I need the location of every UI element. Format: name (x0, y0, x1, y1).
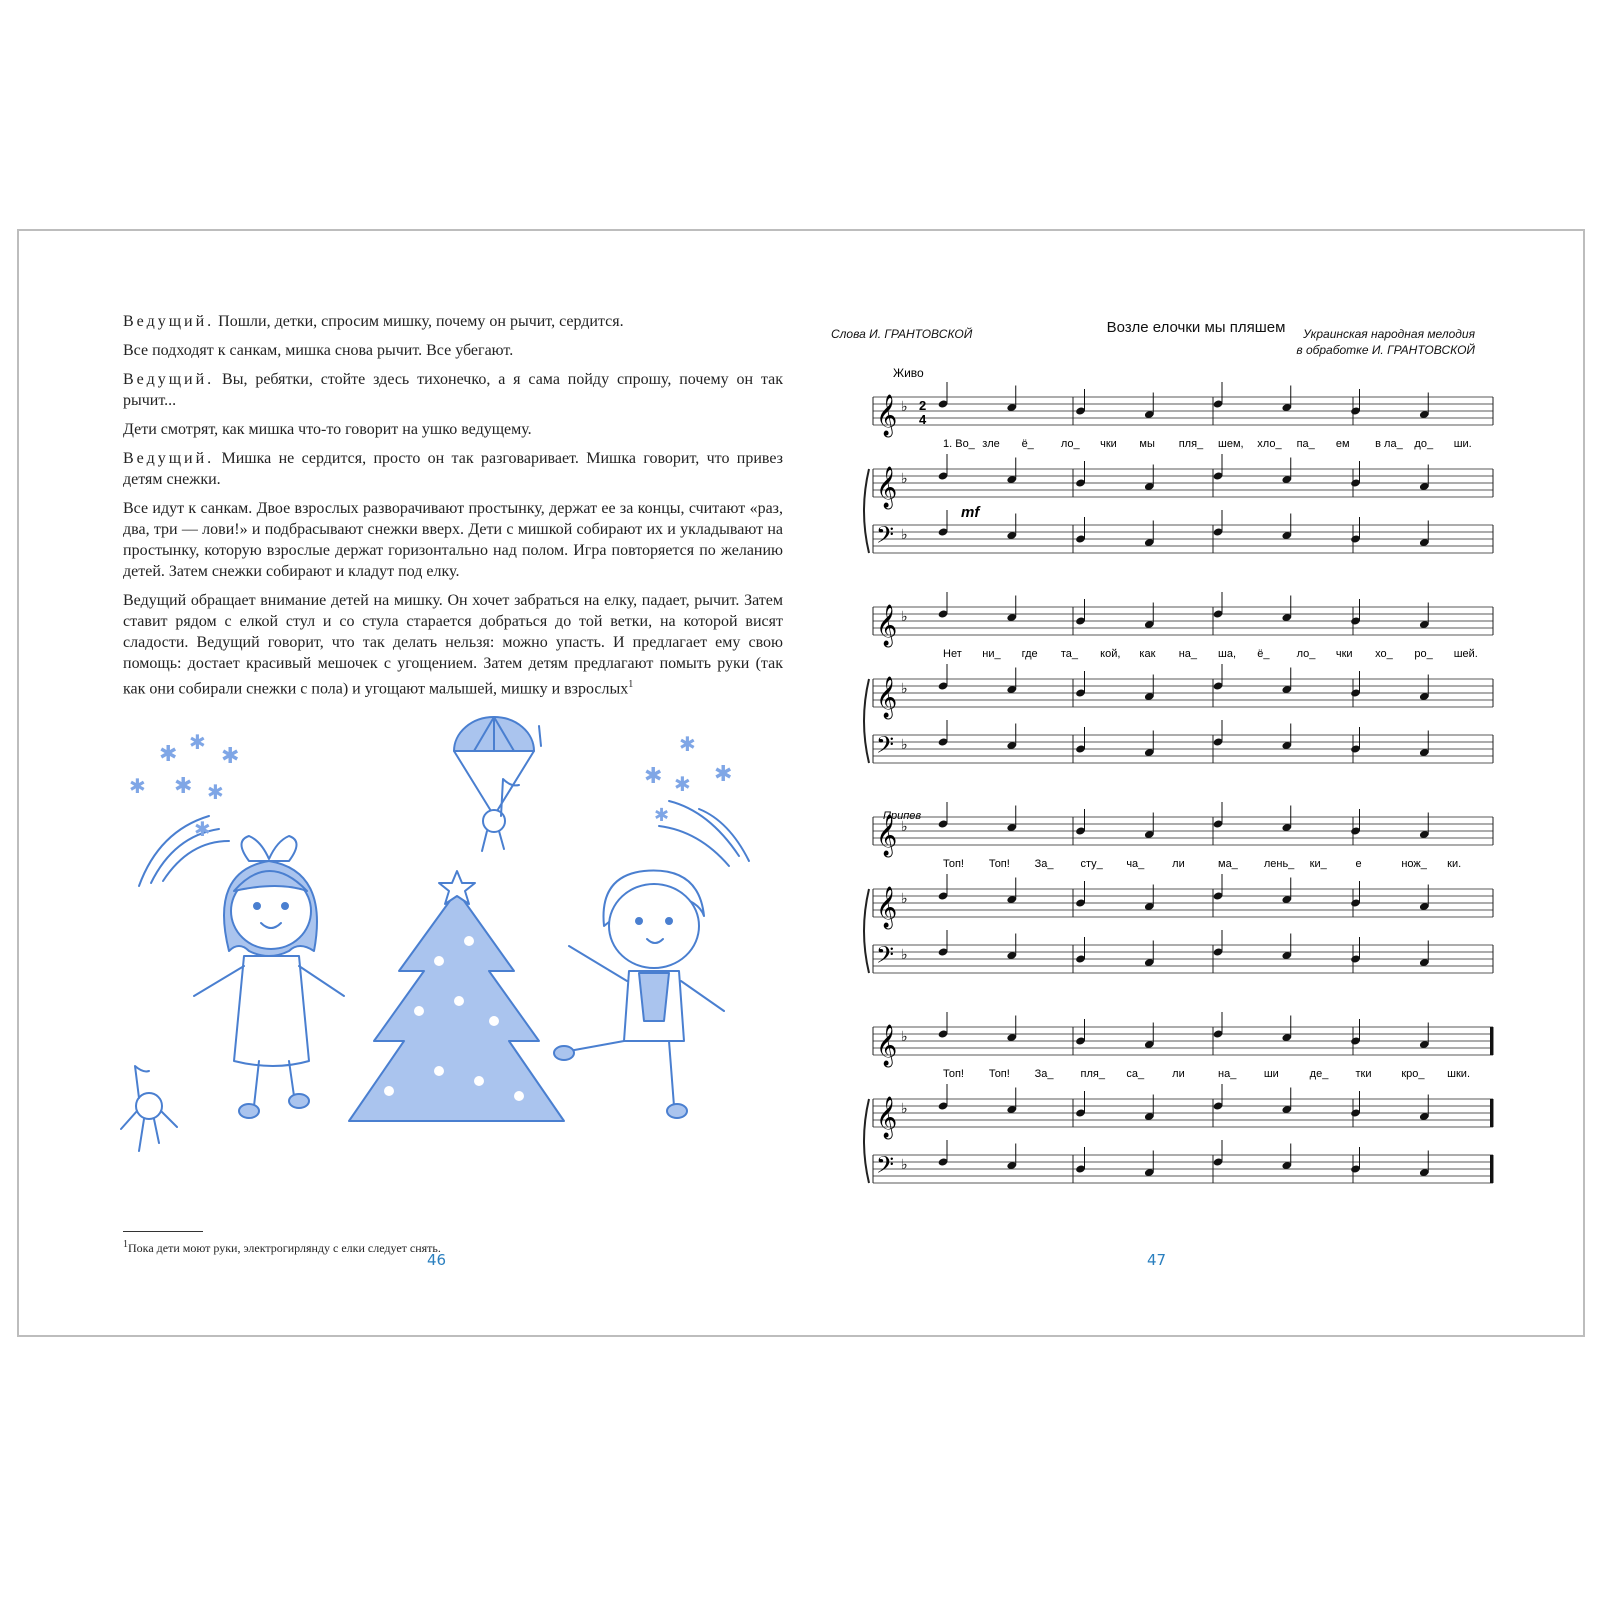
boy-character (554, 871, 724, 1118)
paragraph (123, 311, 783, 332)
page-number-left: 46 (427, 1251, 447, 1269)
lyric-syllable: са_ (1126, 1068, 1145, 1080)
girl-character (194, 836, 344, 1118)
lyric-syllable: чки (1100, 438, 1117, 450)
paragraph (123, 448, 783, 490)
lyric-syllable: ем (1335, 438, 1350, 450)
speaker-name: Ведущий. (123, 313, 215, 330)
paragraph-text: Все подходят к санкам, мишка снова рычит. Все убегают. (123, 342, 514, 359)
lyric-syllable: па_ (1296, 438, 1315, 450)
treble-clef: 𝄞 (876, 814, 898, 855)
bass-clef: 𝄢 (876, 942, 895, 973)
lyric-syllable: ша, (1218, 648, 1236, 660)
lyric-syllable: Нет (943, 648, 962, 660)
piano-brace (864, 469, 869, 553)
lyric-syllable: ки_ (1309, 858, 1327, 870)
lyric-syllable: чки (1335, 648, 1353, 660)
dynamic-marking: mf (961, 504, 980, 521)
page-number-right: 47 (1147, 1251, 1167, 1269)
treble-clef: 𝄞 (876, 466, 898, 507)
flat-key-signature: ♭ (901, 736, 908, 752)
left-page (19, 231, 809, 1335)
footnote-number: 1 (123, 1239, 128, 1250)
sheet-music (853, 357, 1533, 1247)
lyric-syllable: до_ (1414, 438, 1434, 450)
paragraph-text: Все идут к санкам. Двое взрослых разворачивают простынку, держат ее за концы, считают «раз, два, три — лови!» и подбрасывают снежки вверх. Дети с мишкой собирают их и укладывают на простынку, которую взрослые держат горизонтально над полом. Игра повторяется по желанию детей. Затем снежки собирают и кладут под елку. (123, 500, 783, 580)
svg-text:✱: ✱ (129, 776, 146, 798)
flat-key-signature: ♭ (901, 608, 908, 624)
lyric-syllable: ма_ (1218, 858, 1238, 870)
lyric-syllable: зле (982, 438, 1000, 450)
speaker-name: Ведущий. (123, 450, 215, 467)
svg-text:✱: ✱ (221, 743, 240, 768)
svg-text:✱: ✱ (714, 761, 733, 786)
lyric-syllable: как (1139, 648, 1156, 660)
flat-key-signature: ♭ (901, 398, 908, 414)
bass-clef: 𝄢 (876, 732, 895, 763)
lyric-syllable: ё_ (1257, 648, 1270, 660)
svg-text:✱: ✱ (194, 819, 211, 841)
treble-clef: 𝄞 (876, 394, 898, 435)
song-title: Возле елочки мы пляшем (1106, 319, 1286, 336)
piano-brace (864, 889, 869, 973)
flat-key-signature: ♭ (901, 890, 908, 906)
lyric-syllable: Топ! (943, 1068, 964, 1080)
lyric-syllable: За_ (1034, 858, 1054, 870)
final-barline (1490, 1155, 1493, 1183)
score-systems (864, 382, 1493, 1183)
piano-brace (864, 679, 869, 763)
svg-text:✱: ✱ (189, 732, 206, 754)
lyric-syllable: в ла_ (1375, 438, 1403, 450)
lyric-syllable: ли (1172, 1068, 1185, 1080)
lyric-syllable: ли (1172, 858, 1185, 870)
lyricist-credit: Слова И. ГРАНТОВСКОЙ (831, 327, 973, 341)
svg-text:✱: ✱ (654, 805, 670, 825)
lyric-syllable: лень_ (1263, 858, 1295, 870)
footnote-mark: 1 (628, 679, 634, 690)
lyric-syllable: на_ (1218, 1068, 1237, 1080)
time-signature: 4 (919, 412, 927, 427)
lyric-syllable: шем, (1218, 438, 1244, 450)
flat-key-signature: ♭ (901, 680, 908, 696)
paragraph (123, 340, 783, 361)
lyric-syllable: та_ (1060, 648, 1079, 660)
flat-key-signature: ♭ (901, 470, 908, 486)
section-label: Припев (883, 810, 922, 822)
bass-clef: 𝄢 (876, 522, 895, 553)
firework-right (644, 734, 749, 866)
treble-clef: 𝄞 (876, 886, 898, 927)
svg-text:✱: ✱ (207, 782, 224, 804)
lyric-syllable: де_ (1309, 1068, 1329, 1080)
book-spread (17, 229, 1585, 1337)
note-character (121, 1066, 177, 1151)
treble-clef: 𝄞 (876, 1096, 898, 1137)
speaker-name: Ведущий. (123, 371, 215, 388)
treble-clef: 𝄞 (876, 676, 898, 717)
final-barline (1490, 1099, 1493, 1127)
footnote-rule (123, 1231, 203, 1232)
paragraph-text: Ведущий обращает внимание детей на мишку. Он хочет забраться на елку, падает, рычит. Затем ставит рядом с елкой стул и со стула старается добраться до той ветки, на которой висят сладости. Ведущий говорит, что так делать нельзя: можно упасть. И предлагает ему свою помощь: достает красивый мешочек с угощением. Затем детям предлагают помыть руки (так как они собирали снежки с пола) и угощают малышей, мишку и взрослых (123, 592, 783, 698)
lyric-syllable: ни_ (982, 648, 1001, 660)
svg-text:✱: ✱ (159, 741, 178, 766)
lyric-syllable: кро_ (1401, 1068, 1425, 1080)
lyric-syllable: пля_ (1178, 438, 1204, 450)
lyric-syllable: ло_ (1296, 648, 1316, 660)
svg-text:✱: ✱ (174, 773, 193, 798)
lyric-syllable: ро_ (1414, 648, 1433, 660)
piano-brace (864, 1099, 869, 1183)
paragraph-text: Пошли, детки, спросим мишку, почему он рычит, сердится. (214, 313, 624, 330)
lyric-syllable: ки. (1447, 858, 1462, 870)
lyric-syllable: ло_ (1060, 438, 1080, 450)
flat-key-signature: ♭ (901, 1100, 908, 1116)
flat-key-signature: ♭ (901, 526, 908, 542)
composer-credit-line1: Украинская народная мелодия (1303, 327, 1475, 341)
lyric-syllable: где (1021, 648, 1038, 660)
parachute-note (454, 717, 541, 851)
lyric-syllable: хо_ (1375, 648, 1393, 660)
bass-clef: 𝄢 (876, 1152, 895, 1183)
flat-key-signature: ♭ (901, 1028, 908, 1044)
lyric-syllable: хло_ (1257, 438, 1282, 450)
lyric-syllable: ши. (1453, 438, 1472, 450)
final-barline (1490, 1027, 1493, 1055)
tempo-marking: Живо (893, 366, 924, 380)
christmas-tree (349, 871, 564, 1121)
svg-text:✱: ✱ (679, 734, 696, 756)
lyric-syllable: Топ! (988, 858, 1010, 870)
paragraph (123, 590, 783, 699)
lyric-syllable: мы (1139, 438, 1155, 450)
lyric-syllable: тки (1355, 1068, 1372, 1080)
time-signature: 2 (919, 398, 927, 413)
lyric-syllable: сту_ (1080, 858, 1103, 870)
lyric-syllable: е (1355, 858, 1362, 870)
prose-text (123, 311, 783, 707)
svg-text:✱: ✱ (644, 763, 663, 788)
lyric-syllable: 1. Во_ (943, 438, 975, 450)
treble-clef: 𝄞 (876, 604, 898, 645)
lyric-syllable: ё_ (1021, 438, 1034, 450)
paragraph-text: Дети смотрят, как мишка что-то говорит на ушко ведущему. (123, 421, 532, 438)
flat-key-signature: ♭ (901, 1156, 908, 1172)
lyric-syllable: ши (1263, 1068, 1279, 1080)
paragraph (123, 498, 783, 582)
right-page (809, 231, 1583, 1335)
lyric-syllable: кой, (1100, 648, 1121, 660)
footnote (123, 1239, 723, 1256)
paragraph-text: Мишка не сердится, просто он так разговаривает. Мишка говорит, что привез детям снежки. (123, 450, 783, 488)
lyric-syllable: нож_ (1401, 858, 1427, 870)
composer-credit-line2: в обработке И. ГРАНТОВСКОЙ (1296, 343, 1475, 357)
lyric-syllable: Топ! (988, 1068, 1010, 1080)
paragraph (123, 369, 783, 411)
paragraph-text: Вы, ребятки, стойте здесь тихонечко, а я сама пойду спрошу, почему он так рычит... (123, 371, 783, 409)
lyric-syllable: За_ (1034, 1068, 1054, 1080)
treble-clef: 𝄞 (876, 1024, 898, 1065)
holiday-illustration (99, 711, 779, 1181)
firework-left (129, 732, 239, 886)
flat-key-signature: ♭ (901, 946, 908, 962)
lyric-syllable: на_ (1178, 648, 1198, 660)
lyric-syllable: ча_ (1126, 858, 1145, 870)
footnote-text: Пока дети моют руки, электрогирлянду с елки следует снять. (128, 1241, 441, 1255)
lyric-syllable: шей. (1453, 648, 1478, 660)
lyric-syllable: пля_ (1080, 1068, 1105, 1080)
lyric-syllable: шки. (1447, 1068, 1471, 1080)
flat-key-signature: ♭ (901, 818, 908, 834)
lyric-syllable: Топ! (943, 858, 964, 870)
svg-text:✱: ✱ (674, 774, 691, 796)
paragraph (123, 419, 783, 440)
